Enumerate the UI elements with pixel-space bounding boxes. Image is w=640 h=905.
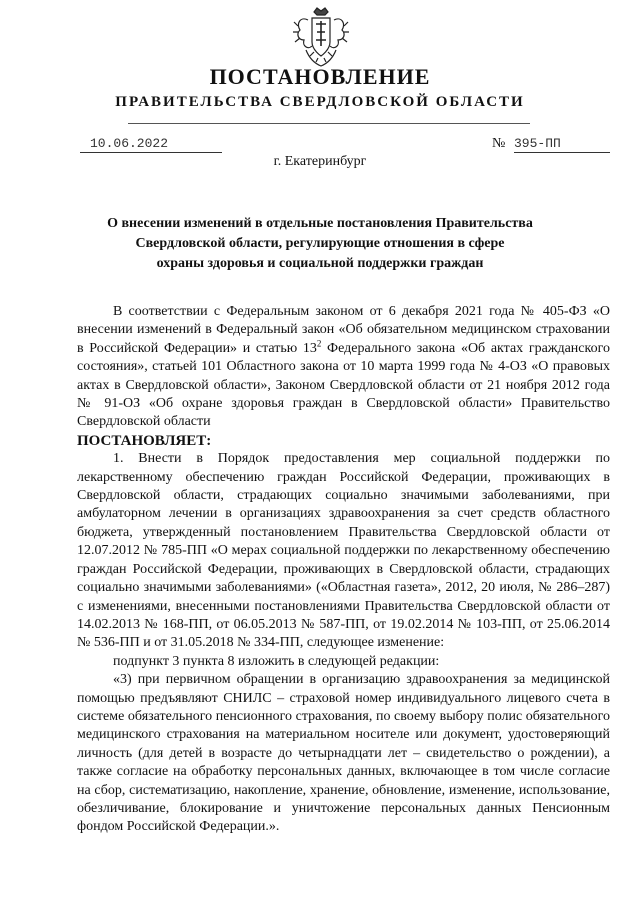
document-date: 10.06.2022: [80, 135, 222, 153]
document-body: [77, 303, 610, 837]
header-divider: [128, 123, 530, 124]
subpoint-text: «3) при первичном обращении в организацию здравоохранения за медицинской помощью предъявляют СНИЛС – страховой номер индивидуального лицевого счета в системе обязательного пенсионного страхования, по своему выбору полис обязательного медицинского страхования на материальном носителе или документ, удостоверяющий личность (для детей в возрасте до четырнадцати лет – свидетельство о рождении), а также согласие на обработку персональных данных, включающее в том числе согласие на сбор, систематизацию, накопление, хранение, обновление, изменение, использование, обезличивание, блокирование и уничтожение персональных данных Пенсионным фондом Российской Федерации.».: [77, 672, 610, 835]
subpoint-intro: подпункт 3 пункта 8 изложить в следующей редакции:: [113, 653, 440, 669]
title-line: Свердловской области, регулирующие отношения в сфере: [135, 236, 505, 251]
document-type-title: ПОСТАНОВЛЕНИЕ: [209, 64, 431, 89]
title-line: О внесении изменений в отдельные постановления Правительства: [107, 216, 533, 231]
number-value: 395-ПП: [514, 135, 610, 153]
number-sign: №: [492, 136, 506, 151]
preamble: В соответствии с Федеральным законом от 6 декабря 2021 года № 405-ФЗ «О внесении изменений в Федеральный закон «Об обязательном медицинском страховании в Российской Федерации» и статью $13^2$ Федерального закона «Об актах гражданского состояния», статьей 101 Областного закона от 10 марта 1999 года № 4-ОЗ «О правовых актах в Свердловской области», Законом Свердловской области от 21 ноября 2012 года № 91-ОЗ «Об охране здоровья граждан в Свердловской области» Правительство Свердловской области: [77, 304, 610, 430]
resolves-heading: ПОСТАНОВЛЯЕТ:: [77, 432, 212, 449]
issuing-authority: ПРАВИТЕЛЬСТВА СВЕРДЛОВСКОЙ ОБЛАСТИ: [115, 94, 525, 110]
city: г. Екатеринбург: [273, 154, 367, 169]
superscript: 2: [316, 338, 322, 349]
paragraph-1: 1. Внести в Порядок предоставления мер социальной поддержки по лекарственному обеспечению граждан Российской Федерации, проживающих в Свердловской области, страдающих социально значимыми заболеваниями, при амбулаторном лечении в организациях здравоохранения за счет средств областного бюджета, утвержденный постановлением Правительства Свердловской области от 12.07.2012 № 785-ПП «О мерах социальной поддержки по лекарственному обеспечению граждан Российской Федерации, проживающих в Свердловской области, страдающих социально значимыми заболеваниями» («Областная газета», 2012, 20 июля, № 286–287) с изменениями, внесенными постановлениями Правительства Свердловской области от 14.02.2013 № 168-ПП, от 06.05.2013 № 587-ПП, от 19.02.2014 № 103-ПП, от 25.06.2014 № 536-ПП и от 31.05.2018 № 334-ПП, следующее изменение:: [77, 451, 610, 651]
document-number: [492, 135, 614, 153]
document-title: [60, 214, 580, 274]
coat-of-arms-icon: [292, 6, 350, 70]
title-line: охраны здоровья и социальной поддержки граждан: [156, 256, 484, 271]
